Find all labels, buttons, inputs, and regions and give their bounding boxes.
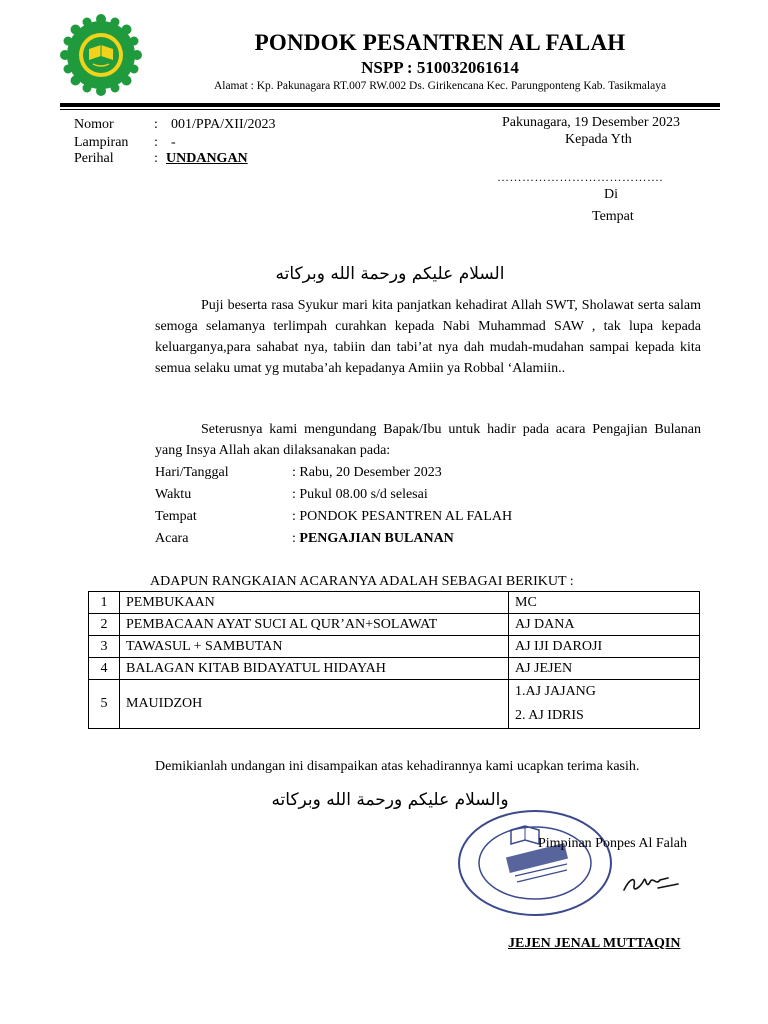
header-divider-thick xyxy=(60,103,720,107)
waktu-value: : Pukul 08.00 s/d selesai xyxy=(292,487,428,502)
tempat-label: Tempat xyxy=(155,509,197,524)
leader-title: Pimpinan Ponpes Al Falah xyxy=(538,836,687,851)
acara-value: PENGAJIAN BULANAN xyxy=(299,531,454,546)
agenda-person: AJ JEJEN xyxy=(509,658,700,680)
agenda-person: 1.AJ JAJANG xyxy=(515,684,596,699)
institution-name: PONDOK PESANTREN AL FALAH xyxy=(254,30,626,55)
acara-label: Acara xyxy=(155,531,189,546)
addressee-di: Di xyxy=(604,187,618,202)
addressee-blank: …………………………………. xyxy=(497,170,663,184)
hari-value: : Rabu, 20 Desember 2023 xyxy=(292,465,442,480)
lampiran-label: Lampiran xyxy=(74,135,129,150)
nspp-number: NSPP : 510032061614 xyxy=(361,58,519,77)
table-row xyxy=(89,658,700,680)
agenda-table xyxy=(88,591,700,729)
agenda-item: PEMBUKAAN xyxy=(120,592,509,614)
agenda-person-2: 2. AJ IDRIS xyxy=(515,708,584,723)
agenda-no: 4 xyxy=(89,658,120,680)
agenda-person: AJ DANA xyxy=(509,614,700,636)
acara-prefix: : xyxy=(292,531,300,546)
agenda-no: 5 xyxy=(89,680,120,729)
nomor-colon: : xyxy=(154,117,158,132)
table-row xyxy=(89,614,700,636)
school-logo xyxy=(60,14,142,96)
signer-name: JEJEN JENAL MUTTAQIN xyxy=(508,936,681,951)
agenda-no: 1 xyxy=(89,592,120,614)
official-stamp xyxy=(455,808,615,918)
perihal-label: Perihal xyxy=(74,151,114,166)
perihal-value: UNDANGAN xyxy=(166,151,248,166)
opening-paragraph xyxy=(155,295,701,379)
acara-value-row xyxy=(292,528,454,550)
agenda-no: 3 xyxy=(89,636,120,658)
agenda-heading: ADAPUN RANGKAIAN ACARANYA ADALAH SEBAGAI BERIKUT : xyxy=(150,574,574,589)
perihal-colon: : xyxy=(154,151,158,166)
agenda-item: BALAGAN KITAB BIDAYATUL HIDAYAH xyxy=(120,658,509,680)
paragraph-2: Seterusnya kami mengundang Bapak/Ibu untuk hadir pada acara Pengajian Bulanan yang Insya Allah akan dilaksanakan pada: xyxy=(155,422,701,458)
paragraph-1: Puji beserta rasa Syukur mari kita panjatkan kehadirat Allah SWT, Sholawat serta salam semoga selamanya terlimpah curahkan kepada Nabi Muhammad SAW , tak lupa kepada keluarganya,para sahabat nya, tabiin dan tabi’at nya dah mudah-mudahan sampai kepada kita semua selaku umat yg mutaba’ah kepadanya Amiin ya Robbal ‘Alamiin.. xyxy=(155,298,701,376)
invitation-paragraph xyxy=(155,419,701,461)
agenda-no: 2 xyxy=(89,614,120,636)
hari-label: Hari/Tanggal xyxy=(155,465,229,480)
agenda-person-multi xyxy=(509,680,700,729)
lampiran-colon: : xyxy=(154,135,158,150)
agenda-item: TAWASUL + SAMBUTAN xyxy=(120,636,509,658)
agenda-item: MAUIDZOH xyxy=(120,680,509,729)
agenda-person: AJ IJI DAROJI xyxy=(509,636,700,658)
agenda-person: MC xyxy=(509,592,700,614)
place-date: Pakunagara, 19 Desember 2023 xyxy=(502,115,681,130)
agenda-item: PEMBACAAN AYAT SUCI AL QUR’AN+SOLAWAT xyxy=(120,614,509,636)
closing-text: Demikianlah undangan ini disampaikan atas kehadirannya kami ucapkan terima kasih. xyxy=(155,759,640,774)
tempat-value: : PONDOK PESANTREN AL FALAH xyxy=(292,509,513,524)
lampiran-value: - xyxy=(171,135,176,150)
waktu-label: Waktu xyxy=(155,487,192,502)
nomor-label: Nomor xyxy=(74,117,114,132)
handwritten-signature xyxy=(620,868,680,898)
kepada-yth: Kepada Yth xyxy=(565,132,632,147)
table-row xyxy=(89,592,700,614)
table-row xyxy=(89,636,700,658)
nomor-value: 001/PPA/XII/2023 xyxy=(171,117,276,132)
addressee-tempat: Tempat xyxy=(592,209,634,224)
institution-address: Alamat : Kp. Pakunagara RT.007 RW.002 Ds. Girikencana Kec. Parungponteng Kab. Tasikmalaya xyxy=(213,80,667,92)
table-row xyxy=(89,680,700,729)
header-divider-thin xyxy=(60,109,720,110)
arabic-closing: والسلام عليكم ورحمة الله وبركاته xyxy=(271,790,509,810)
arabic-greeting: السلام عليكم ورحمة الله وبركاته xyxy=(275,264,505,284)
